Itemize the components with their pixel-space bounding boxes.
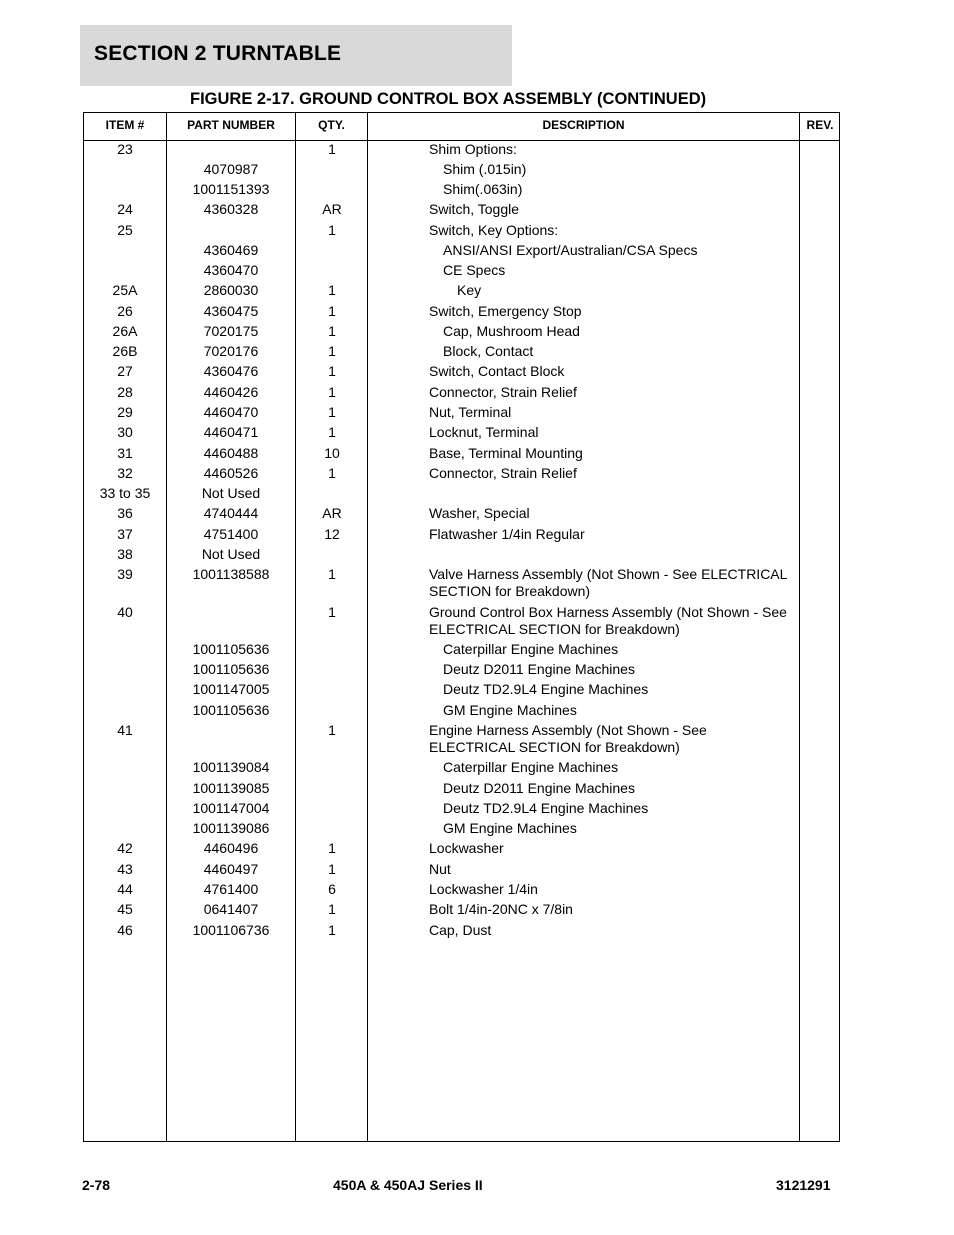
- qty-cell: 1: [328, 424, 336, 440]
- qty-cell: 1: [328, 323, 336, 339]
- description-cell: Bolt 1/4in-20NC x 7/8in: [429, 901, 573, 917]
- part-number-cell: 2860030: [203, 282, 259, 298]
- description-cell: Valve Harness Assembly (Not Shown - See ELECTRICAL: [429, 566, 788, 582]
- part-number-cell: 1001105636: [192, 702, 270, 718]
- part-number-cell: Not Used: [201, 546, 261, 562]
- item-number-cell: 29: [117, 404, 133, 420]
- parts-table: [83, 112, 840, 1142]
- part-number-cell: 1001139086: [192, 820, 270, 836]
- column-divider: [799, 113, 800, 1141]
- part-number-cell: 4740444: [203, 505, 259, 521]
- qty-cell: 1: [328, 141, 336, 157]
- description-cell: Base, Terminal Mounting: [429, 445, 583, 461]
- description-cell: ANSI/ANSI Export/Australian/CSA Specs: [443, 242, 698, 258]
- description-cell: GM Engine Machines: [443, 820, 577, 836]
- item-number-cell: 24: [117, 201, 133, 217]
- qty-cell: 1: [328, 363, 336, 379]
- header-part-number: PART NUMBER: [187, 118, 275, 132]
- description-cell: Shim(.063in): [443, 181, 523, 197]
- description-cell: Connector, Strain Relief: [429, 384, 577, 400]
- qty-cell: 6: [328, 881, 336, 897]
- qty-cell: AR: [322, 201, 342, 217]
- item-number-cell: 30: [117, 424, 133, 440]
- qty-cell: 1: [328, 465, 336, 481]
- part-number-cell: 0641407: [203, 901, 259, 917]
- item-number-cell: 38: [117, 546, 133, 562]
- description-cell: Cap, Mushroom Head: [443, 323, 580, 339]
- footer-model: 450A & 450AJ Series II: [333, 1177, 483, 1193]
- description-cell: Switch, Key Options:: [429, 222, 559, 238]
- part-number-cell: 7020176: [203, 343, 259, 359]
- part-number-cell: 4460470: [203, 404, 259, 420]
- qty-cell: 1: [328, 384, 336, 400]
- description-cell: Deutz D2011 Engine Machines: [443, 661, 635, 677]
- description-cell: ELECTRICAL SECTION for Breakdown): [429, 739, 680, 755]
- description-cell: Switch, Emergency Stop: [429, 303, 582, 319]
- item-number-cell: 43: [117, 861, 133, 877]
- item-number-cell: 25A: [112, 282, 138, 298]
- description-cell: GM Engine Machines: [443, 702, 577, 718]
- part-number-cell: 1001139084: [192, 759, 270, 775]
- description-cell: SECTION for Breakdown): [429, 583, 591, 599]
- description-cell: Shim Options:: [429, 141, 517, 157]
- item-number-cell: 39: [117, 566, 133, 582]
- part-number-cell: 4460497: [203, 861, 259, 877]
- qty-cell: 1: [328, 404, 336, 420]
- description-cell: Lockwasher 1/4in: [429, 881, 538, 897]
- description-cell: Deutz TD2.9L4 Engine Machines: [443, 681, 649, 697]
- item-number-cell: 36: [117, 505, 133, 521]
- description-cell: Flatwasher 1/4in Regular: [429, 526, 585, 542]
- qty-cell: 1: [328, 604, 336, 620]
- part-number-cell: 4360475: [203, 303, 259, 319]
- qty-cell: 1: [328, 840, 336, 856]
- qty-cell: 1: [328, 566, 336, 582]
- part-number-cell: 4460471: [203, 424, 259, 440]
- qty-cell: 1: [328, 922, 336, 938]
- qty-cell: 1: [328, 343, 336, 359]
- item-number-cell: 40: [117, 604, 133, 620]
- figure-title: FIGURE 2-17. GROUND CONTROL BOX ASSEMBLY (CONTINUED): [190, 90, 707, 108]
- description-cell: Key: [457, 282, 482, 298]
- description-cell: CE Specs: [443, 262, 506, 278]
- part-number-cell: 1001106736: [192, 922, 270, 938]
- qty-cell: 10: [324, 445, 340, 461]
- column-divider: [367, 113, 368, 1141]
- header-rev: REV.: [806, 118, 834, 132]
- description-cell: Caterpillar Engine Machines: [443, 759, 619, 775]
- part-number-cell: 4360328: [203, 201, 259, 217]
- section-banner: [80, 25, 512, 86]
- header-item: ITEM #: [105, 118, 145, 132]
- item-number-cell: 46: [117, 922, 133, 938]
- description-cell: Switch, Toggle: [429, 201, 520, 217]
- item-number-cell: 32: [117, 465, 133, 481]
- part-number-cell: Not Used: [201, 485, 261, 501]
- footer-doc-number: 3121291: [776, 1177, 831, 1193]
- part-number-cell: 4761400: [203, 881, 259, 897]
- part-number-cell: 4360469: [203, 242, 259, 258]
- column-divider: [295, 113, 296, 1141]
- qty-cell: 12: [324, 526, 340, 542]
- part-number-cell: 4460496: [203, 840, 259, 856]
- part-number-cell: 4360476: [203, 363, 259, 379]
- item-number-cell: 42: [117, 840, 133, 856]
- header-description: DESCRIPTION: [542, 118, 625, 132]
- qty-cell: 1: [328, 722, 336, 738]
- item-number-cell: 44: [117, 881, 133, 897]
- part-number-cell: 4460488: [203, 445, 259, 461]
- description-cell: Block, Contact: [443, 343, 534, 359]
- part-number-cell: 1001147004: [192, 800, 270, 816]
- description-cell: Cap, Dust: [429, 922, 492, 938]
- description-cell: Switch, Contact Block: [429, 363, 565, 379]
- item-number-cell: 23: [117, 141, 133, 157]
- description-cell: Engine Harness Assembly (Not Shown - See: [429, 722, 707, 738]
- qty-cell: 1: [328, 282, 336, 298]
- item-number-cell: 37: [117, 526, 133, 542]
- item-number-cell: 28: [117, 384, 133, 400]
- item-number-cell: 33 to 35: [99, 485, 151, 501]
- description-cell: Deutz D2011 Engine Machines: [443, 780, 635, 796]
- description-cell: Caterpillar Engine Machines: [443, 641, 619, 657]
- part-number-cell: 1001151393: [192, 181, 270, 197]
- description-cell: Deutz TD2.9L4 Engine Machines: [443, 800, 649, 816]
- part-number-cell: 4751400: [203, 526, 259, 542]
- header-qty: QTY.: [318, 118, 345, 132]
- qty-cell: 1: [328, 303, 336, 319]
- description-cell: Shim (.015in): [443, 161, 527, 177]
- qty-cell: 1: [328, 901, 336, 917]
- item-number-cell: 25: [117, 222, 133, 238]
- part-number-cell: 1001139085: [192, 780, 270, 796]
- part-number-cell: 4460426: [203, 384, 259, 400]
- part-number-cell: 7020175: [203, 323, 259, 339]
- item-number-cell: 27: [117, 363, 133, 379]
- item-number-cell: 45: [117, 901, 133, 917]
- qty-cell: 1: [328, 861, 336, 877]
- item-number-cell: 31: [117, 445, 133, 461]
- description-cell: Ground Control Box Harness Assembly (Not Shown - See: [429, 604, 787, 620]
- footer-page-number: 2-78: [82, 1177, 111, 1193]
- qty-cell: 1: [328, 222, 336, 238]
- description-cell: ELECTRICAL SECTION for Breakdown): [429, 621, 680, 637]
- description-cell: Locknut, Terminal: [429, 424, 539, 440]
- part-number-cell: 1001105636: [192, 641, 270, 657]
- part-number-cell: 1001147005: [192, 681, 270, 697]
- part-number-cell: 1001105636: [192, 661, 270, 677]
- description-cell: Washer, Special: [429, 505, 530, 521]
- part-number-cell: 1001138588: [192, 566, 270, 582]
- part-number-cell: 4070987: [203, 161, 259, 177]
- description-cell: Lockwasher: [429, 840, 504, 856]
- item-number-cell: 41: [117, 722, 133, 738]
- description-cell: Connector, Strain Relief: [429, 465, 577, 481]
- section-title: SECTION 2 TURNTABLE: [94, 42, 342, 65]
- qty-cell: AR: [322, 505, 342, 521]
- item-number-cell: 26: [117, 303, 133, 319]
- description-cell: Nut, Terminal: [429, 404, 512, 420]
- part-number-cell: 4460526: [203, 465, 259, 481]
- item-number-cell: 26B: [112, 343, 138, 359]
- part-number-cell: 4360470: [203, 262, 259, 278]
- item-number-cell: 26A: [112, 323, 138, 339]
- description-cell: Nut: [429, 861, 451, 877]
